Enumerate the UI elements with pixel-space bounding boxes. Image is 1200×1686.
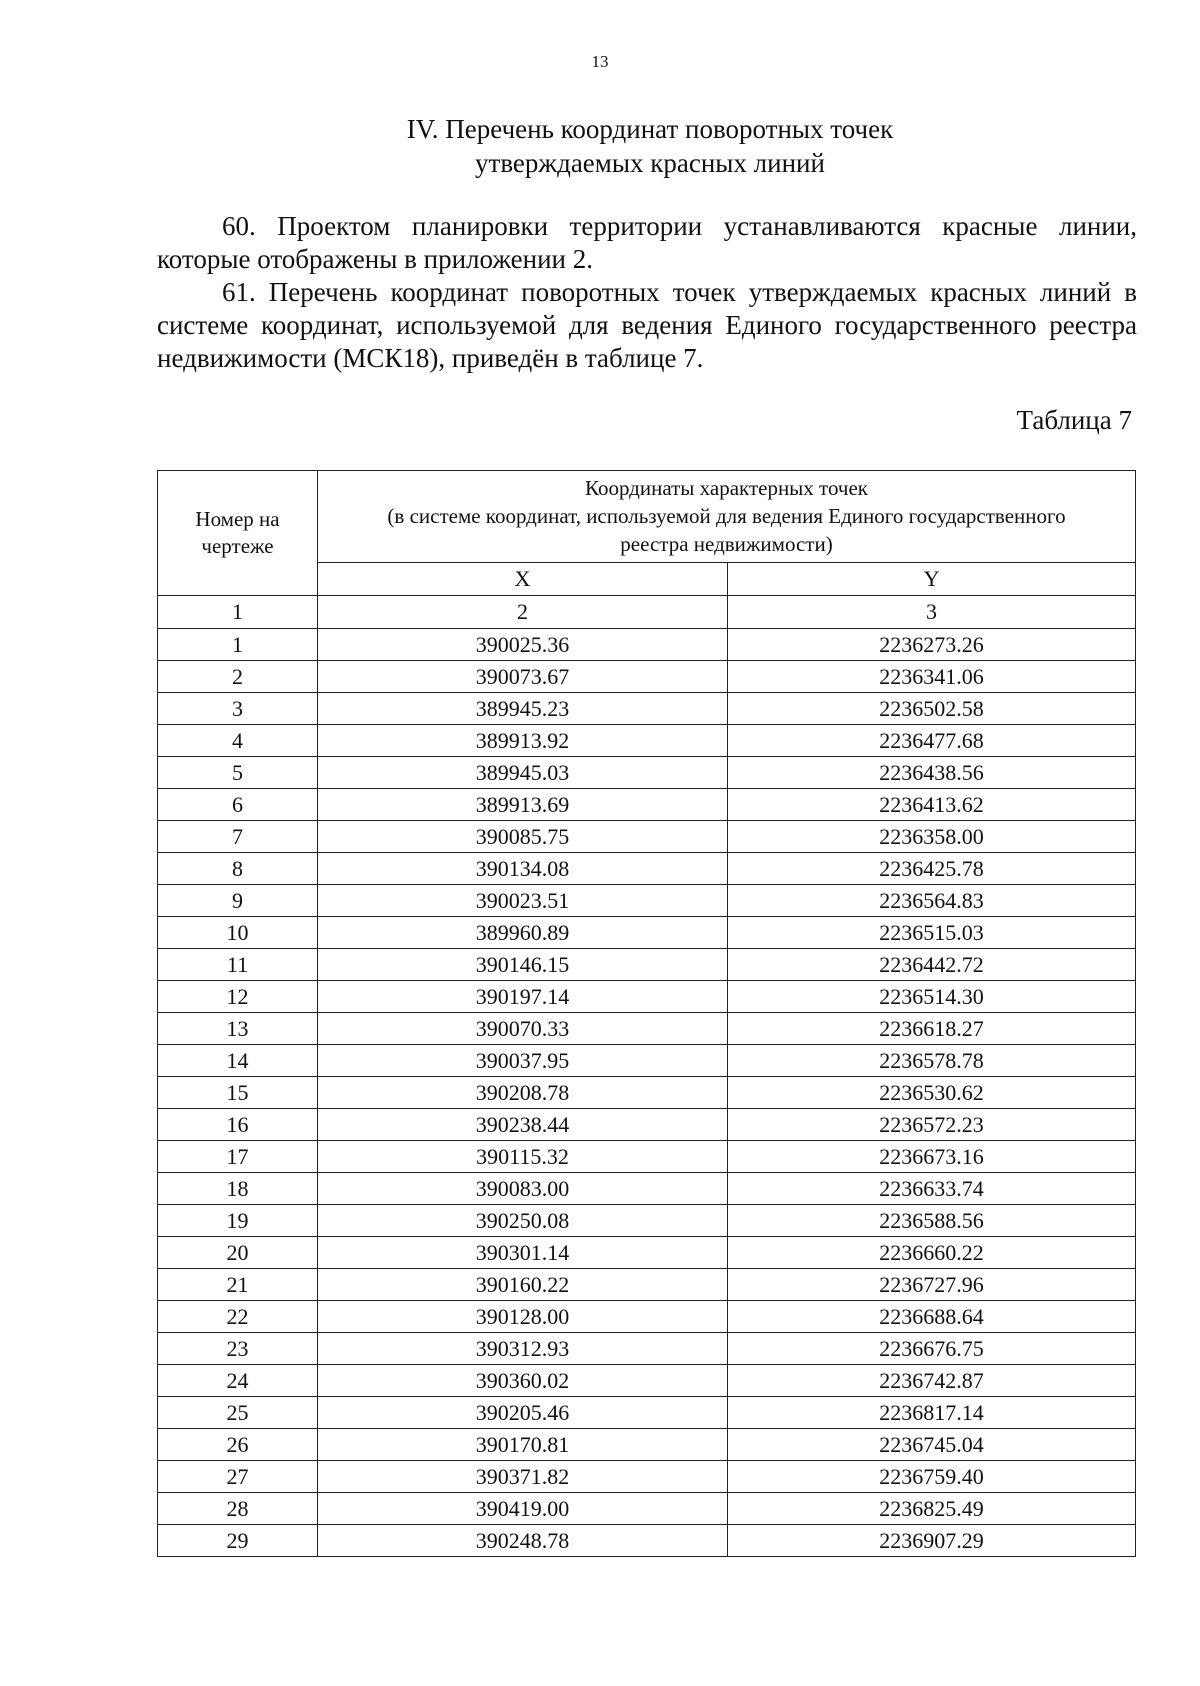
point-number-cell: 14 (158, 1045, 318, 1077)
x-coordinate-cell: 390360.02 (318, 1365, 728, 1397)
y-coordinate-cell: 2236633.74 (728, 1173, 1136, 1205)
point-number-cell: 19 (158, 1205, 318, 1237)
x-coordinate-cell: 390085.75 (318, 821, 728, 853)
section-title (150, 112, 1150, 180)
coordinates-table (157, 470, 1136, 1557)
y-coordinate-cell: 2236673.16 (728, 1141, 1136, 1173)
x-coordinate-cell: 390023.51 (318, 885, 728, 917)
page-number: 13 (591, 52, 609, 71)
x-coordinate-cell: 390248.78 (318, 1525, 728, 1557)
point-number-cell: 26 (158, 1429, 318, 1461)
x-coordinate-cell: 390238.44 (318, 1109, 728, 1141)
table-row (158, 1109, 1136, 1141)
table-row (158, 1365, 1136, 1397)
table-row (158, 1045, 1136, 1077)
point-number-cell: 10 (158, 917, 318, 949)
x-coordinate-cell: 390073.67 (318, 661, 728, 693)
body-text (157, 210, 1137, 375)
y-coordinate-cell: 2236273.26 (728, 629, 1136, 661)
x-coordinate-cell: 390371.82 (318, 1461, 728, 1493)
table-row (158, 1301, 1136, 1333)
point-number-cell: 9 (158, 885, 318, 917)
x-coordinate-cell: 390250.08 (318, 1205, 728, 1237)
y-coordinate-cell: 2236745.04 (728, 1429, 1136, 1461)
y-coordinate-cell: 2236907.29 (728, 1525, 1136, 1557)
x-coordinate-cell: 390160.22 (318, 1269, 728, 1301)
point-number-cell: 12 (158, 981, 318, 1013)
table-row (158, 1237, 1136, 1269)
x-coordinate-cell: 389945.23 (318, 693, 728, 725)
table-row (158, 725, 1136, 757)
y-coordinate-cell: 2236759.40 (728, 1461, 1136, 1493)
point-number-cell: 3 (158, 693, 318, 725)
section-title-line-2: утверждаемых красных линий (475, 148, 825, 178)
y-coordinate-cell: 2236514.30 (728, 981, 1136, 1013)
y-coordinate-cell: 2236578.78 (728, 1045, 1136, 1077)
x-coordinate-cell: 390134.08 (318, 853, 728, 885)
y-coordinate-cell: 2236742.87 (728, 1365, 1136, 1397)
x-coordinate-cell: 390128.00 (318, 1301, 728, 1333)
point-number-cell: 18 (158, 1173, 318, 1205)
y-coordinate-cell: 2236438.56 (728, 757, 1136, 789)
table-row (158, 1461, 1136, 1493)
point-number-cell: 24 (158, 1365, 318, 1397)
table-row (158, 1397, 1136, 1429)
y-coordinate-cell: 2236618.27 (728, 1013, 1136, 1045)
y-coordinate-cell: 2236515.03 (728, 917, 1136, 949)
x-coordinate-cell: 390312.93 (318, 1333, 728, 1365)
y-coordinate-cell: 2236425.78 (728, 853, 1136, 885)
table-row (158, 1077, 1136, 1109)
x-coordinate-cell: 390025.36 (318, 629, 728, 661)
table-row (158, 757, 1136, 789)
x-coordinate-cell: 390197.14 (318, 981, 728, 1013)
table-row (158, 1525, 1136, 1557)
table-row (158, 661, 1136, 693)
paragraph-61: 61. Перечень координат поворотных точек утверждаемых красных линий в системе координат, используемой для ведения Единого государственного реестра недвижимости (МСК18), приведён в таблице 7. (157, 277, 1137, 373)
table-body (158, 629, 1136, 1557)
table-row (158, 853, 1136, 885)
y-coordinate-cell: 2236413.62 (728, 789, 1136, 821)
header-coordinates-line-1: Координаты характерных точек (585, 476, 868, 501)
table-row (158, 789, 1136, 821)
table-row (158, 1173, 1136, 1205)
point-number-cell: 1 (158, 629, 318, 661)
y-coordinate-cell: 2236727.96 (728, 1269, 1136, 1301)
header-x: X (318, 562, 728, 595)
paragraph-60: 60. Проектом планировки территории устанавливаются красные линии, которые отображены в приложении 2. (157, 211, 1137, 274)
point-number-cell: 7 (158, 821, 318, 853)
point-number-cell: 6 (158, 789, 318, 821)
point-number-cell: 16 (158, 1109, 318, 1141)
x-coordinate-cell: 390115.32 (318, 1141, 728, 1173)
x-coordinate-cell: 389960.89 (318, 917, 728, 949)
point-number-cell: 5 (158, 757, 318, 789)
y-coordinate-cell: 2236817.14 (728, 1397, 1136, 1429)
table-row (158, 821, 1136, 853)
table-row (158, 1493, 1136, 1525)
y-coordinate-cell: 2236477.68 (728, 725, 1136, 757)
y-coordinate-cell: 2236564.83 (728, 885, 1136, 917)
table-row (158, 1333, 1136, 1365)
point-number-cell: 15 (158, 1077, 318, 1109)
x-coordinate-cell: 390419.00 (318, 1493, 728, 1525)
x-coordinate-cell: 390083.00 (318, 1173, 728, 1205)
y-coordinate-cell: 2236572.23 (728, 1109, 1136, 1141)
x-coordinate-cell: 390146.15 (318, 949, 728, 981)
header-coordinates-line-2: (в системе координат, используемой для ведения Единого государственного (387, 504, 1066, 529)
point-number-cell: 11 (158, 949, 318, 981)
point-number-cell: 28 (158, 1493, 318, 1525)
table-row (158, 981, 1136, 1013)
point-number-cell: 17 (158, 1141, 318, 1173)
table-row (158, 917, 1136, 949)
point-number-cell: 29 (158, 1525, 318, 1557)
y-coordinate-cell: 2236442.72 (728, 949, 1136, 981)
header-point-number (158, 471, 318, 596)
table-row (158, 1429, 1136, 1461)
y-coordinate-cell: 2236676.75 (728, 1333, 1136, 1365)
column-index-3: 3 (728, 596, 1136, 629)
y-coordinate-cell: 2236588.56 (728, 1205, 1136, 1237)
y-coordinate-cell: 2236358.00 (728, 821, 1136, 853)
section-title-line-1: IV. Перечень координат поворотных точек (406, 114, 894, 144)
header-point-number-line-1: Номер на (195, 507, 280, 531)
point-number-cell: 22 (158, 1301, 318, 1333)
header-coordinates-line-3: реестра недвижимости) (620, 532, 833, 557)
y-coordinate-cell: 2236688.64 (728, 1301, 1136, 1333)
point-number-cell: 2 (158, 661, 318, 693)
table-row (158, 693, 1136, 725)
y-coordinate-cell: 2236502.58 (728, 693, 1136, 725)
column-index-1: 1 (158, 596, 318, 629)
header-coordinates (318, 471, 1136, 563)
point-number-cell: 13 (158, 1013, 318, 1045)
point-number-cell: 20 (158, 1237, 318, 1269)
x-coordinate-cell: 389913.69 (318, 789, 728, 821)
y-coordinate-cell: 2236660.22 (728, 1237, 1136, 1269)
table-row (158, 1205, 1136, 1237)
point-number-cell: 4 (158, 725, 318, 757)
x-coordinate-cell: 389945.03 (318, 757, 728, 789)
x-coordinate-cell: 390170.81 (318, 1429, 728, 1461)
table-row (158, 1013, 1136, 1045)
table-row (158, 885, 1136, 917)
x-coordinate-cell: 390301.14 (318, 1237, 728, 1269)
x-coordinate-cell: 389913.92 (318, 725, 728, 757)
header-point-number-line-2: чертеже (201, 534, 274, 558)
table-caption: Таблица 7 (1016, 405, 1132, 435)
header-y: Y (728, 562, 1136, 595)
y-coordinate-cell: 2236825.49 (728, 1493, 1136, 1525)
x-coordinate-cell: 390070.33 (318, 1013, 728, 1045)
table-row (158, 949, 1136, 981)
point-number-cell: 27 (158, 1461, 318, 1493)
x-coordinate-cell: 390205.46 (318, 1397, 728, 1429)
point-number-cell: 23 (158, 1333, 318, 1365)
column-index-2: 2 (318, 596, 728, 629)
table-row (158, 1269, 1136, 1301)
table-row (158, 1141, 1136, 1173)
table-row (158, 629, 1136, 661)
point-number-cell: 21 (158, 1269, 318, 1301)
x-coordinate-cell: 390208.78 (318, 1077, 728, 1109)
point-number-cell: 8 (158, 853, 318, 885)
point-number-cell: 25 (158, 1397, 318, 1429)
y-coordinate-cell: 2236341.06 (728, 661, 1136, 693)
y-coordinate-cell: 2236530.62 (728, 1077, 1136, 1109)
x-coordinate-cell: 390037.95 (318, 1045, 728, 1077)
